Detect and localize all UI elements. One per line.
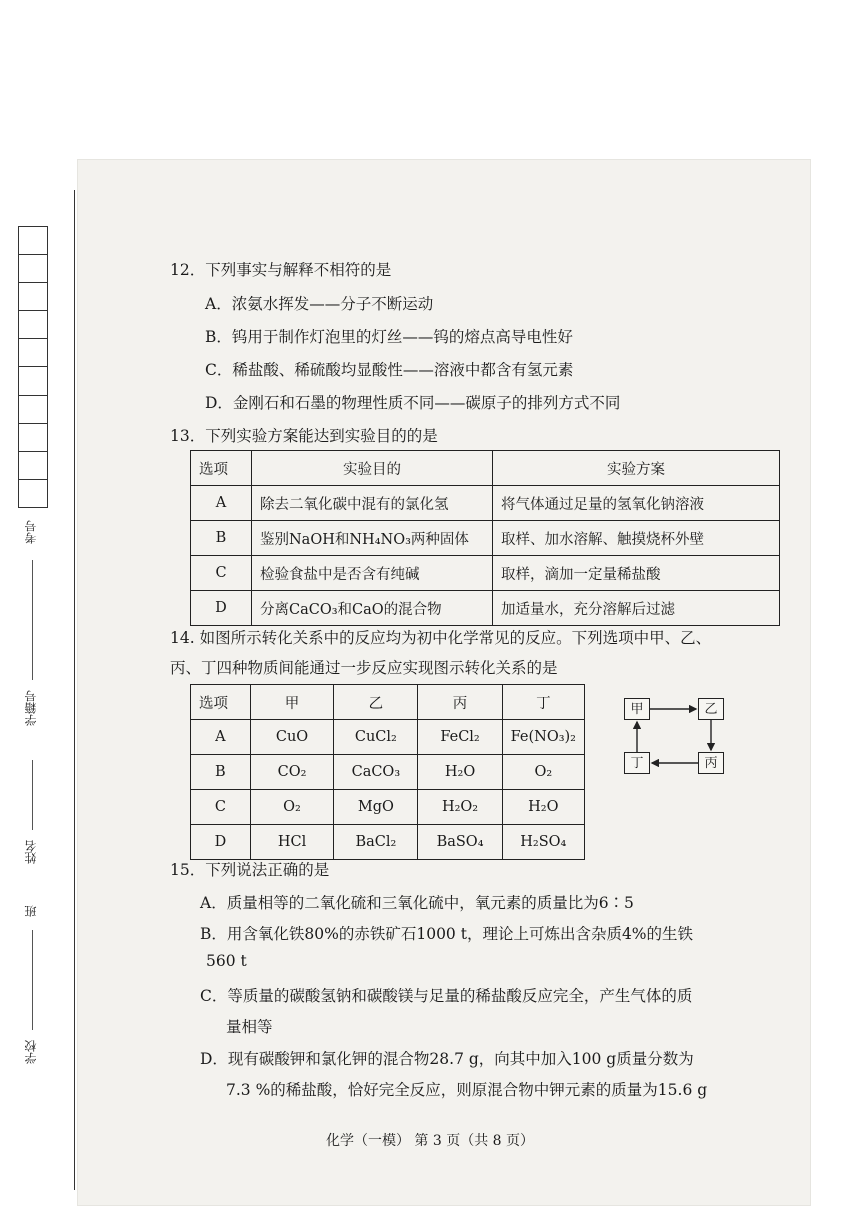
- q13-cell: 取样、加水溶解、触摸烧杯外壁: [493, 521, 780, 556]
- q15-option-b: B．用含氧化铁80%的赤铁矿石1000 t，理论上可炼出含杂质4%的生铁: [200, 925, 694, 943]
- q14-cell: O₂: [250, 790, 334, 825]
- q14-header-option: 选项: [191, 685, 251, 720]
- diagram-box-bing: 丙: [698, 752, 724, 774]
- q14-cell: O₂: [502, 755, 584, 790]
- q15-option-c-cont: 量相等: [226, 1018, 273, 1036]
- diagram-box-yi: 乙: [698, 698, 724, 720]
- score-grid: [18, 226, 48, 508]
- q13-cell: 取样，滴加一定量稀盐酸: [493, 556, 780, 591]
- q13-cell: 将气体通过足量的氢氧化钠溶液: [493, 486, 780, 521]
- q15-stem: 15．下列说法正确的是: [170, 861, 330, 879]
- field-school-rule: [32, 930, 33, 1030]
- q13-header-method: 实验方案: [493, 451, 780, 486]
- q12-option-a: A．浓氨水挥发——分子不断运动: [205, 295, 434, 313]
- field-name: 姓名: [24, 840, 38, 864]
- q12-option-b: B．钨用于制作灯泡里的灯丝——钨的熔点高导电性好: [205, 328, 573, 346]
- q15-option-b-cont: 560 t: [206, 952, 247, 970]
- q14-header-ding: 丁: [502, 685, 584, 720]
- q14-cell: BaSO₄: [418, 825, 502, 860]
- q14-cell: D: [191, 825, 251, 860]
- field-exam-no: 考号: [24, 520, 38, 544]
- diagram-box-ding: 丁: [624, 752, 650, 774]
- table-row: [191, 556, 780, 591]
- q13-cell: D: [191, 591, 252, 626]
- q13-header-option: 选项: [191, 451, 252, 486]
- q13-cell: B: [191, 521, 252, 556]
- table-row: [191, 591, 780, 626]
- q15-option-a: A．质量相等的二氧化硫和三氧化硫中，氧元素的质量比为6∶5: [200, 894, 634, 912]
- q14-cell: HCl: [250, 825, 334, 860]
- q14-stem-line2: 丙、丁四种物质间能通过一步反应实现图示转化关系的是: [170, 659, 558, 677]
- q14-cell: C: [191, 790, 251, 825]
- q14-header-jia: 甲: [250, 685, 334, 720]
- q13-cell: 加适量水，充分溶解后过滤: [493, 591, 780, 626]
- q14-cell: Fe(NO₃)₂: [502, 720, 584, 755]
- binding-line: [74, 190, 75, 1190]
- q14-cell: CuO: [250, 720, 334, 755]
- q12-stem: 12．下列事实与解释不相符的是: [170, 261, 392, 279]
- table-row: [191, 486, 780, 521]
- field-school: 学校: [24, 1040, 38, 1064]
- q14-cell: BaCl₂: [334, 825, 418, 860]
- q14-header-row: [191, 685, 585, 720]
- q13-header-row: [191, 451, 780, 486]
- q13-header-purpose: 实验目的: [252, 451, 493, 486]
- q15-option-d-cont: 7.3 %的稀盐酸，恰好完全反应，则原混合物中钾元素的质量为15.6 g: [226, 1081, 708, 1099]
- field-class: 班: [24, 905, 38, 917]
- q13-stem: 13．下列实验方案能达到实验目的的是: [170, 427, 438, 445]
- q14-cell: CuCl₂: [334, 720, 418, 755]
- q14-cell: MgO: [334, 790, 418, 825]
- q14-cell: B: [191, 755, 251, 790]
- q14-header-yi: 乙: [334, 685, 418, 720]
- table-row: [191, 521, 780, 556]
- q14-cell: H₂O₂: [418, 790, 502, 825]
- field-student-id-rule: [32, 560, 33, 680]
- q15-option-d: D．现有碳酸钾和氯化钾的混合物28.7 g，向其中加入100 g质量分数为: [200, 1050, 694, 1068]
- q14-cell: A: [191, 720, 251, 755]
- q12-option-c: C．稀盐酸、稀硫酸均显酸性——溶液中都含有氢元素: [205, 361, 574, 379]
- page-footer: 化学（一模） 第 3 页（共 8 页）: [325, 1133, 535, 1149]
- q13-cell: C: [191, 556, 252, 591]
- q13-cell: 分离CaCO₃和CaO的混合物: [252, 591, 493, 626]
- q13-cell: 检验食盐中是否含有纯碱: [252, 556, 493, 591]
- q14-stem-line1: 14. 如图所示转化关系中的反应均为初中化学常见的反应。下列选项中甲、乙、: [170, 629, 712, 647]
- q13-table: [190, 450, 780, 626]
- q13-cell: 除去二氧化碳中混有的氯化氢: [252, 486, 493, 521]
- q14-header-bing: 丙: [418, 685, 502, 720]
- q13-cell: A: [191, 486, 252, 521]
- q14-cell: CO₂: [250, 755, 334, 790]
- q14-cell: CaCO₃: [334, 755, 418, 790]
- field-student-id: 学籍号: [24, 690, 38, 726]
- field-name-rule: [32, 760, 33, 830]
- q15-option-c: C．等质量的碳酸氢钠和碳酸镁与足量的稀盐酸反应完全，产生气体的质: [200, 987, 693, 1005]
- q14-cell: FeCl₂: [418, 720, 502, 755]
- transformation-diagram: [620, 692, 730, 780]
- diagram-arrows: [620, 692, 730, 780]
- table-row: [191, 755, 585, 790]
- q14-cell: H₂SO₄: [502, 825, 584, 860]
- diagram-box-jia: 甲: [624, 698, 650, 720]
- q14-cell: H₂O: [418, 755, 502, 790]
- table-row: [191, 825, 585, 860]
- q13-cell: 鉴别NaOH和NH₄NO₃两种固体: [252, 521, 493, 556]
- q14-cell: H₂O: [502, 790, 584, 825]
- table-row: [191, 790, 585, 825]
- q12-option-d: D．金刚石和石墨的物理性质不同——碳原子的排列方式不同: [205, 394, 621, 412]
- q14-table: [190, 684, 585, 860]
- table-row: [191, 720, 585, 755]
